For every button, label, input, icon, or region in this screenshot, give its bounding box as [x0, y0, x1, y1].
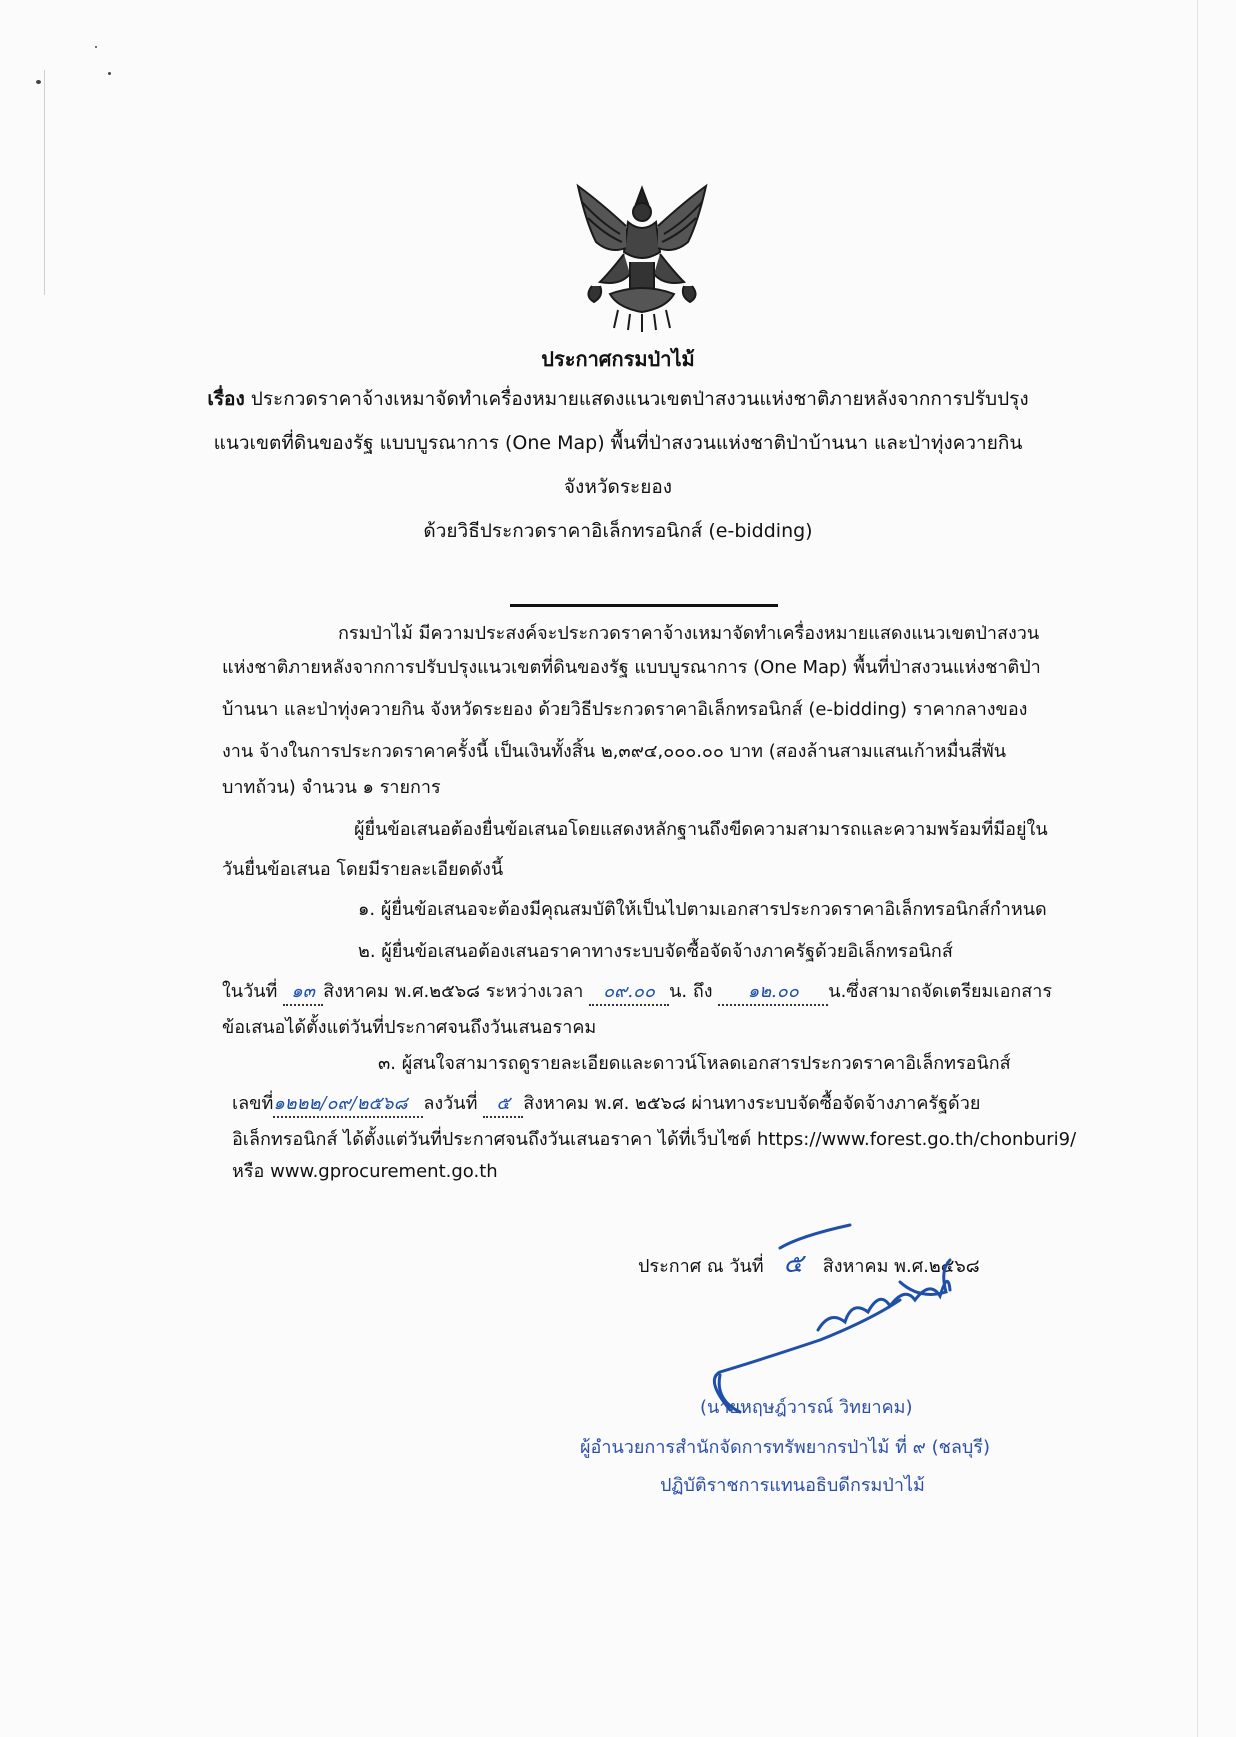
item-2-time-from: ๐๙.๐๐ [603, 981, 656, 1002]
item-3-number-line [232, 1092, 980, 1118]
subject-line-1 [0, 384, 1236, 414]
item-2-time-to-field [718, 980, 828, 1006]
item-1: ๑. ผู้ยื่นข้อเสนอจะต้องมีคุณสมบัติให้เป็นไปตามเอกสารประกวดราคาอิเล็กทรอนิกส์กำหนด [358, 899, 1047, 920]
item-2-day-field [283, 980, 323, 1006]
item-3-line-3: หรือ www.gprocurement.go.th [232, 1161, 498, 1182]
p1-line-1: กรมป่าไม้ มีความประสงค์จะประกวดราคาจ้างเหมาจัดทำเครื่องหมายแสดงแนวเขตป่าสงวน [338, 623, 1040, 644]
item-2-date-line [222, 980, 1052, 1006]
subject-line-2: แนวเขตที่ดินของรัฐ แบบบูรณาการ (One Map) พื้นที่ป่าสงวนแห่งชาติป่าบ้านนา และป่าทุ่งควายกิน [213, 432, 1023, 454]
p1-line-4: งาน จ้างในการประกวดราคาครั้งนี้ เป็นเงินทั้งสิ้น ๒,๓๙๔,๐๐๐.๐๐ บาท (สองล้านสามแสนเก้าหมื่นสี่พัน [222, 741, 1007, 762]
garuda-emblem-icon [570, 182, 714, 334]
item-3-mid: ลงวันที่ [423, 1093, 478, 1114]
p1-line-3: บ้านนา และป่าทุ่งควายกิน จังหวัดระยอง ด้วยวิธีประกวดราคาอิเล็กทรอนิกส์ (e-bidding) ราคากลางของ [222, 699, 1028, 720]
item-3-day-field [483, 1092, 523, 1118]
signer-title: ผู้อำนวยการสำนักจัดการทรัพยากรป่าไม้ ที่ ๙ (ชลบุรี) [580, 1437, 990, 1458]
scan-speck [36, 80, 41, 84]
scan-right-edge [1197, 0, 1198, 1737]
p1-line-5: บาทถ้วน) จำนวน ๑ รายการ [222, 777, 441, 798]
p1-line-2: แห่งชาติภายหลังจากการปรับปรุงแนวเขตที่ดินของรัฐ แบบบูรณาการ (One Map) พื้นที่ป่าสงวนแห่งชาติป่า [222, 657, 1041, 678]
subject-line-4: ด้วยวิธีประกวดราคาอิเล็กทรอนิกส์ (e-bidding) [423, 520, 813, 542]
department-heading: ประกาศกรมป่าไม้ [541, 347, 695, 371]
item-2-mid-1: สิงหาคม พ.ศ.๒๕๖๘ ระหว่างเวลา [323, 981, 584, 1002]
item-2: ๒. ผู้ยื่นข้อเสนอต้องเสนอราคาทางระบบจัดซื้อจัดจ้างภาครัฐด้วยอิเล็กทรอนิกส์ [358, 941, 953, 962]
item-2-date-prefix: ในวันที่ [222, 981, 278, 1002]
item-3-suffix: สิงหาคม พ.ศ. ๒๕๖๘ ผ่านทางระบบจัดซื้อจัดจ้างภาครัฐด้วย [523, 1093, 981, 1114]
item-2-day: ๑๓ [291, 981, 315, 1002]
item-2-mid-2: น. ถึง [669, 981, 713, 1002]
item-2-suffix: น.ซึ่งสามาถจัดเตรียมเอกสาร [828, 981, 1053, 1002]
announce-date-line [638, 1249, 980, 1279]
item-3-line-2: อิเล็กทรอนิกส์ ได้ตั้งแต่วันที่ประกาศจนถึงวันเสนอราคา ได้ที่เว็บไซต์ https://www.forest.go.th/chonburi9/ [232, 1129, 1077, 1150]
scan-speck [108, 72, 111, 75]
item-3-no-field [273, 1092, 423, 1118]
p2-line-1: ผู้ยื่นข้อเสนอต้องยื่นข้อเสนอโดยแสดงหลักฐานถึงขีดความสามารถและความพร้อมที่มีอยู่ใน [354, 819, 1048, 840]
item-3-day: ๕ [496, 1093, 511, 1114]
announce-prefix: ประกาศ ณ วันที่ [638, 1256, 764, 1277]
item-2-time-to: ๑๒.๐๐ [747, 981, 799, 1002]
subject-text-1: ประกวดราคาจ้างเหมาจัดทำเครื่องหมายแสดงแนวเขตป่าสงวนแห่งชาติภายหลังจากการปรับปรุง [250, 388, 1029, 410]
p2-line-2: วันยื่นข้อเสนอ โดยมีรายละเอียดดังนี้ [222, 859, 504, 880]
item-2-line-2: ข้อเสนอได้ตั้งแต่วันที่ประกาศจนถึงวันเสนอราคม [222, 1017, 597, 1038]
item-3-no: ๑๒๒๒/๐๙/๒๕๖๘ [273, 1093, 408, 1114]
item-3-no-prefix: เลขที่ [232, 1093, 274, 1114]
item-3: ๓. ผู้สนใจสามารถดูรายละเอียดและดาวน์โหลดเอกสารประกวดราคาอิเล็กทรอนิกส์ [378, 1053, 1011, 1074]
signer-acting: ปฏิบัติราชการแทนอธิบดีกรมป่าไม้ [660, 1475, 925, 1496]
scan-edge-line [44, 70, 45, 295]
item-2-time-from-field [589, 980, 669, 1006]
scan-speck [95, 46, 97, 48]
announce-suffix: สิงหาคม พ.ศ.๒๕๖๘ [822, 1256, 980, 1277]
signer-name: (นายหฤษฎ์วารณ์ วิทยาคม) [700, 1397, 913, 1418]
announce-day: ๕ [783, 1249, 804, 1279]
heading-divider [510, 604, 778, 607]
subject-line-3: จังหวัดระยอง [563, 476, 673, 498]
subject-label: เรื่อง [207, 388, 245, 410]
